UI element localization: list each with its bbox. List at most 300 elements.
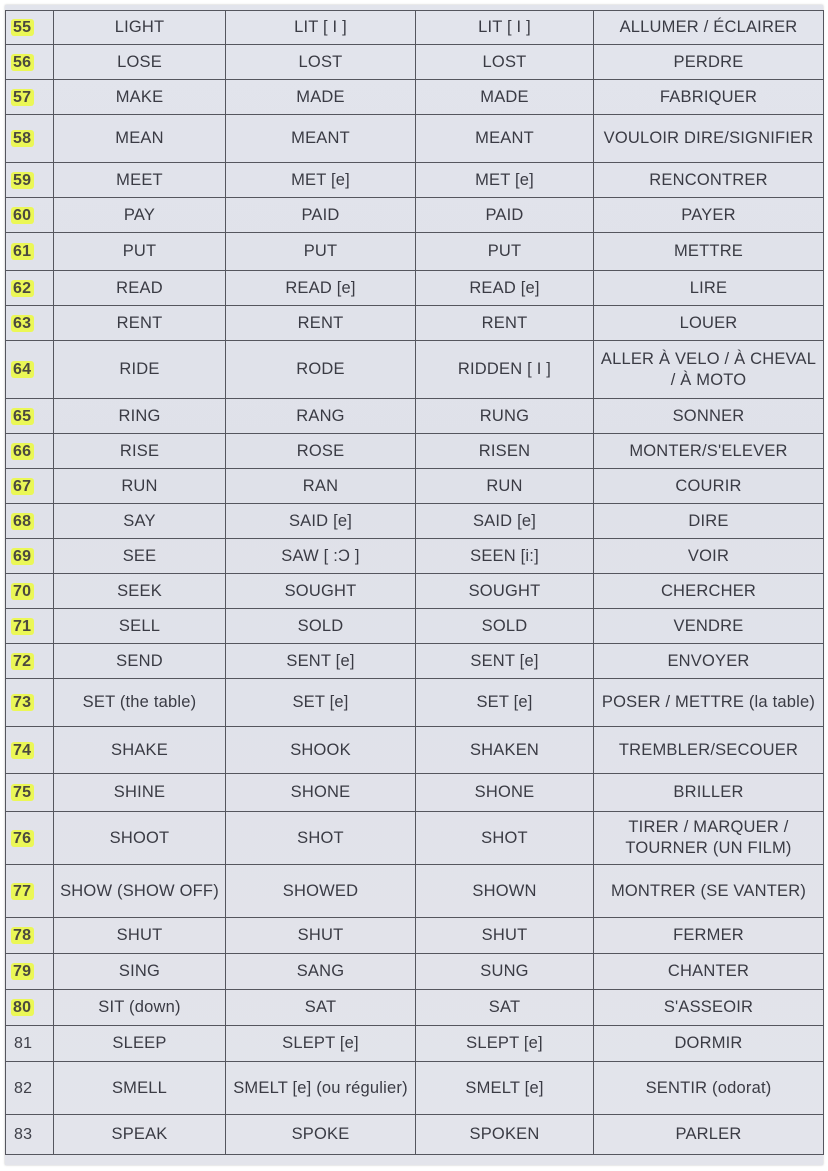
french-translation-text: BRILLER (673, 783, 744, 801)
verb-row (6, 918, 824, 954)
verb-row (6, 727, 824, 774)
base-form-cell (54, 80, 226, 115)
verb-number-cell (6, 644, 54, 679)
highlighted-number: 55 (11, 19, 34, 36)
past-participle-text: SENT [e] (470, 651, 539, 670)
french-translation-cell (594, 115, 824, 163)
past-simple-text: LOST (298, 52, 343, 71)
past-participle-text: SMELT [e] (465, 1078, 544, 1097)
french-translation-text: RENCONTRER (649, 170, 768, 189)
past-simple-cell (226, 434, 416, 469)
french-translation-cell (594, 306, 824, 341)
base-form-cell (54, 539, 226, 574)
highlighted-number: 65 (11, 408, 34, 425)
past-simple-cell (226, 271, 416, 306)
past-participle-cell (416, 1026, 594, 1062)
french-translation-cell (594, 233, 824, 271)
past-simple-text: SAID [e] (288, 511, 353, 530)
past-simple-cell (226, 954, 416, 990)
french-translation-text: PARLER (675, 1125, 742, 1143)
base-form-cell (54, 341, 226, 399)
verb-row (6, 774, 824, 812)
base-form-cell (54, 679, 226, 727)
french-translation-text: LIRE (689, 278, 728, 297)
past-simple-text: SMELT [e] (ou régulier) (233, 1078, 408, 1097)
french-translation-text: MONTRER (SE VANTER) (610, 881, 807, 900)
verb-row (6, 574, 824, 609)
highlighted-number: 66 (11, 443, 34, 460)
past-simple-text: SOUGHT (284, 581, 357, 600)
french-translation-cell (594, 163, 824, 198)
past-participle-text: SPOKEN (469, 1125, 540, 1143)
verb-row (6, 644, 824, 679)
french-translation-text: TREMBLER/SECOUER (618, 740, 799, 759)
past-participle-cell (416, 539, 594, 574)
past-participle-text: SHONE (474, 783, 535, 801)
past-participle-cell (416, 434, 594, 469)
past-participle-cell (416, 727, 594, 774)
highlighted-number: 67 (11, 478, 34, 495)
base-form-cell (54, 774, 226, 812)
verb-number-cell (6, 11, 54, 45)
highlighted-number: 59 (11, 172, 34, 189)
past-participle-text: SAT (488, 998, 521, 1016)
past-simple-cell (226, 163, 416, 198)
base-form-text: RING (118, 406, 161, 425)
past-simple-text: SPOKE (291, 1125, 350, 1143)
past-participle-cell (416, 812, 594, 865)
highlighted-number: 58 (11, 130, 34, 147)
highlighted-number: 57 (11, 89, 34, 106)
base-form-text: SHOOT (109, 828, 170, 847)
past-participle-cell (416, 865, 594, 918)
past-simple-cell (226, 399, 416, 434)
base-form-cell (54, 574, 226, 609)
french-translation-text: ALLER À VELO / À CHEVAL / À MOTO (600, 349, 817, 389)
french-translation-text: PAYER (681, 205, 736, 224)
french-translation-text: VOIR (687, 546, 730, 565)
base-form-text: RISE (119, 441, 160, 460)
french-translation-cell (594, 954, 824, 990)
base-form-cell (54, 990, 226, 1026)
verb-number-cell (6, 163, 54, 198)
past-simple-cell (226, 11, 416, 45)
french-translation-cell (594, 774, 824, 812)
verb-number-cell (6, 115, 54, 163)
verb-row (6, 539, 824, 574)
past-simple-cell (226, 609, 416, 644)
french-translation-text: SENTIR (odorat) (645, 1078, 772, 1097)
french-translation-cell (594, 812, 824, 865)
past-participle-text: MEANT (475, 129, 534, 147)
base-form-text: SELL (118, 616, 161, 635)
past-simple-text: MADE (296, 87, 345, 106)
french-translation-cell (594, 399, 824, 434)
french-translation-text: DIRE (688, 511, 729, 530)
past-simple-cell (226, 918, 416, 954)
past-simple-cell (226, 1062, 416, 1115)
verb-row (6, 1026, 824, 1062)
french-translation-cell (594, 341, 824, 399)
base-form-text: SHAKE (111, 740, 168, 759)
highlighted-number: 73 (11, 694, 34, 711)
past-participle-cell (416, 774, 594, 812)
verb-number-cell (6, 574, 54, 609)
base-form-text: SHUT (116, 926, 163, 944)
past-participle-cell (416, 80, 594, 115)
verb-table-body (6, 11, 824, 1155)
base-form-text: SMELL (111, 1078, 168, 1097)
past-participle-cell (416, 679, 594, 727)
verb-number-cell (6, 1115, 54, 1155)
past-simple-cell (226, 774, 416, 812)
base-form-text: RIDE (119, 360, 160, 378)
base-form-cell (54, 233, 226, 271)
verb-number-cell (6, 812, 54, 865)
base-form-text: SEEK (117, 581, 162, 600)
highlighted-number: 78 (11, 927, 34, 944)
past-simple-text: PAID (301, 205, 340, 224)
past-participle-cell (416, 644, 594, 679)
verb-row (6, 233, 824, 271)
past-simple-cell (226, 865, 416, 918)
base-form-cell (54, 1115, 226, 1155)
highlighted-number: 70 (11, 583, 34, 600)
verb-row (6, 163, 824, 198)
french-translation-cell (594, 990, 824, 1026)
french-translation-text: SONNER (672, 406, 745, 425)
verb-number-cell (6, 1062, 54, 1115)
base-form-cell (54, 306, 226, 341)
past-participle-cell (416, 469, 594, 504)
french-translation-text: FABRIQUER (659, 87, 758, 106)
highlighted-number: 62 (11, 280, 34, 297)
past-simple-cell (226, 644, 416, 679)
verb-number-cell (6, 990, 54, 1026)
past-simple-text: SANG (296, 962, 345, 980)
french-translation-text: CHERCHER (660, 581, 757, 600)
french-translation-cell (594, 11, 824, 45)
base-form-text: PUT (122, 242, 157, 260)
highlighted-number: 72 (11, 653, 34, 670)
verb-row (6, 80, 824, 115)
french-translation-cell (594, 1026, 824, 1062)
french-translation-cell (594, 504, 824, 539)
verb-number-cell (6, 504, 54, 539)
french-translation-cell (594, 644, 824, 679)
past-simple-text: SHONE (290, 783, 351, 801)
past-participle-cell (416, 306, 594, 341)
french-translation-cell (594, 609, 824, 644)
past-participle-cell (416, 574, 594, 609)
verb-number-cell (6, 954, 54, 990)
verb-row (6, 679, 824, 727)
highlighted-number: 80 (11, 999, 34, 1016)
french-translation-cell (594, 727, 824, 774)
french-translation-cell (594, 45, 824, 80)
past-participle-cell (416, 163, 594, 198)
french-translation-text: FERMER (673, 926, 744, 944)
past-participle-text: SHOWN (472, 881, 537, 900)
verb-row (6, 271, 824, 306)
past-simple-cell (226, 341, 416, 399)
past-simple-text: PUT (303, 242, 338, 260)
past-simple-text: READ [e] (285, 278, 356, 297)
past-simple-text: SAT (304, 998, 337, 1016)
french-translation-text: VENDRE (673, 616, 744, 635)
past-simple-cell (226, 504, 416, 539)
verb-number-cell (6, 399, 54, 434)
verb-row (6, 865, 824, 918)
base-form-cell (54, 115, 226, 163)
verb-number-cell (6, 306, 54, 341)
base-form-cell (54, 504, 226, 539)
past-simple-cell (226, 1026, 416, 1062)
verb-number-cell (6, 233, 54, 271)
highlighted-number: 75 (11, 784, 34, 801)
base-form-text: LOSE (117, 52, 162, 71)
base-form-text: SLEEP (112, 1034, 167, 1052)
french-translation-cell (594, 1115, 824, 1155)
french-translation-text: TIRER / MARQUER / TOURNER (UN FILM) (625, 818, 792, 857)
past-simple-text: SENT [e] (286, 651, 355, 670)
past-simple-cell (226, 539, 416, 574)
french-translation-text: VOULOIR DIRE/SIGNIFIER (603, 129, 814, 147)
past-participle-cell (416, 11, 594, 45)
past-participle-text: SLEPT [e] (466, 1034, 543, 1052)
french-translation-cell (594, 469, 824, 504)
past-participle-cell (416, 1062, 594, 1115)
verb-number-cell (6, 469, 54, 504)
french-translation-cell (594, 679, 824, 727)
past-participle-cell (416, 1115, 594, 1155)
verb-row (6, 434, 824, 469)
base-form-cell (54, 1062, 226, 1115)
past-participle-text: SOLD (481, 616, 528, 635)
past-participle-cell (416, 271, 594, 306)
french-translation-text: METTRE (673, 242, 744, 260)
verb-number-cell (6, 918, 54, 954)
past-simple-cell (226, 198, 416, 233)
base-form-text: PAY (123, 205, 156, 224)
past-simple-text: SHOWED (282, 881, 359, 900)
past-participle-text: RENT (481, 313, 528, 332)
past-participle-cell (416, 609, 594, 644)
past-simple-text: SHOOK (290, 740, 351, 759)
past-participle-cell (416, 341, 594, 399)
verb-number-cell (6, 539, 54, 574)
french-translation-cell (594, 918, 824, 954)
highlighted-number: 63 (11, 315, 34, 332)
past-simple-text: ROSE (296, 441, 345, 460)
verb-row (6, 990, 824, 1026)
base-form-text: SPEAK (111, 1125, 168, 1143)
past-participle-text: SHOT (481, 828, 528, 847)
french-translation-cell (594, 539, 824, 574)
base-form-cell (54, 163, 226, 198)
verb-number-cell (6, 679, 54, 727)
highlighted-number: 71 (11, 618, 34, 635)
french-translation-text: S'ASSEOIR (663, 998, 754, 1016)
past-participle-text: RUN (486, 476, 523, 495)
verb-row (6, 504, 824, 539)
past-simple-cell (226, 80, 416, 115)
past-simple-text: SET [e] (292, 693, 349, 711)
verb-number: 82 (14, 1079, 33, 1097)
past-participle-cell (416, 918, 594, 954)
highlighted-number: 76 (11, 830, 34, 847)
past-simple-text: RODE (296, 360, 345, 378)
base-form-text: SEND (116, 651, 163, 670)
verb-number-cell (6, 1026, 54, 1062)
base-form-cell (54, 954, 226, 990)
base-form-text: SIT (down) (98, 998, 181, 1016)
past-simple-cell (226, 469, 416, 504)
past-simple-cell (226, 727, 416, 774)
past-simple-cell (226, 574, 416, 609)
french-translation-text: ALLUMER / ÉCLAIRER (619, 18, 798, 36)
past-simple-text: RANG (296, 406, 345, 425)
verb-number-cell (6, 80, 54, 115)
past-participle-text: LOST (482, 52, 527, 71)
base-form-text: LIGHT (114, 18, 165, 36)
past-participle-text: SUNG (480, 962, 529, 980)
past-participle-cell (416, 399, 594, 434)
verb-number-cell (6, 774, 54, 812)
verb-number-cell (6, 434, 54, 469)
past-participle-cell (416, 233, 594, 271)
base-form-text: RENT (116, 313, 163, 332)
verb-number-cell (6, 45, 54, 80)
verb-number-cell (6, 198, 54, 233)
highlighted-number: 69 (11, 548, 34, 565)
past-participle-text: RUNG (479, 406, 530, 425)
past-simple-text: RENT (297, 313, 344, 332)
verb-row (6, 115, 824, 163)
base-form-cell (54, 865, 226, 918)
base-form-cell (54, 434, 226, 469)
base-form-text: SET (the table) (82, 693, 197, 711)
verb-row (6, 812, 824, 865)
verb-row (6, 954, 824, 990)
highlighted-number: 77 (11, 883, 34, 900)
past-participle-text: SAID [e] (472, 511, 537, 530)
past-participle-text: MET [e] (475, 170, 534, 189)
highlighted-number: 61 (11, 243, 34, 260)
past-simple-text: MET [e] (291, 170, 350, 189)
base-form-text: READ (116, 278, 163, 297)
base-form-text: SHOW (SHOW OFF) (60, 881, 219, 900)
base-form-text: MAKE (115, 87, 164, 106)
past-simple-cell (226, 115, 416, 163)
base-form-cell (54, 609, 226, 644)
past-participle-cell (416, 115, 594, 163)
highlighted-number: 74 (11, 742, 34, 759)
verb-row (6, 45, 824, 80)
highlighted-number: 60 (11, 207, 34, 224)
irregular-verbs-table (5, 10, 824, 1155)
past-participle-text: MADE (480, 87, 529, 106)
verb-number: 83 (14, 1126, 33, 1143)
french-translation-text: PERDRE (673, 52, 744, 71)
french-translation-text: CHANTER (667, 962, 750, 980)
past-participle-text: LIT [ I ] (478, 18, 531, 36)
past-participle-text: PUT (487, 242, 522, 260)
past-simple-text: SHOT (297, 828, 344, 847)
french-translation-text: POSER / METTRE (la table) (601, 693, 816, 711)
past-simple-text: RAN (302, 476, 339, 495)
base-form-cell (54, 727, 226, 774)
french-translation-cell (594, 1062, 824, 1115)
past-simple-cell (226, 233, 416, 271)
base-form-cell (54, 469, 226, 504)
base-form-text: MEET (116, 170, 163, 189)
past-participle-text: SET [e] (476, 693, 533, 711)
verb-number-cell (6, 271, 54, 306)
past-simple-cell (226, 990, 416, 1026)
verb-number-cell (6, 865, 54, 918)
base-form-cell (54, 271, 226, 306)
past-simple-text: MEANT (291, 129, 350, 147)
past-simple-cell (226, 1115, 416, 1155)
base-form-cell (54, 812, 226, 865)
verb-row (6, 1115, 824, 1155)
base-form-cell (54, 198, 226, 233)
past-participle-text: READ [e] (469, 278, 540, 297)
base-form-cell (54, 45, 226, 80)
base-form-cell (54, 918, 226, 954)
french-translation-cell (594, 198, 824, 233)
past-simple-cell (226, 679, 416, 727)
verb-row (6, 198, 824, 233)
verb-number-cell (6, 609, 54, 644)
past-participle-text: PAID (485, 205, 524, 224)
past-participle-text: RISEN (478, 441, 531, 460)
base-form-cell (54, 644, 226, 679)
verb-number: 81 (14, 1035, 33, 1052)
past-participle-text: SHAKEN (469, 740, 540, 759)
verb-row (6, 341, 824, 399)
verb-number-cell (6, 727, 54, 774)
highlighted-number: 56 (11, 54, 34, 71)
french-translation-cell (594, 80, 824, 115)
past-participle-cell (416, 954, 594, 990)
french-translation-cell (594, 434, 824, 469)
verb-row (6, 399, 824, 434)
past-simple-text: SHUT (297, 926, 344, 944)
base-form-cell (54, 1026, 226, 1062)
base-form-cell (54, 11, 226, 45)
highlighted-number: 68 (11, 513, 34, 530)
past-simple-text: SOLD (297, 616, 344, 635)
past-simple-text: SLEPT [e] (282, 1034, 359, 1052)
past-participle-cell (416, 198, 594, 233)
past-participle-text: SEEN [i:] (470, 546, 539, 565)
highlighted-number: 64 (11, 361, 34, 378)
base-form-text: SING (118, 962, 161, 980)
verb-row (6, 306, 824, 341)
base-form-text: SAY (123, 511, 156, 530)
verb-row (6, 11, 824, 45)
french-translation-text: ENVOYER (667, 651, 750, 670)
past-simple-cell (226, 812, 416, 865)
verb-number-cell (6, 341, 54, 399)
french-translation-text: DORMIR (674, 1034, 743, 1052)
verb-row (6, 469, 824, 504)
verb-row (6, 609, 824, 644)
french-translation-text: LOUER (679, 313, 738, 332)
base-form-text: SEE (122, 546, 157, 565)
